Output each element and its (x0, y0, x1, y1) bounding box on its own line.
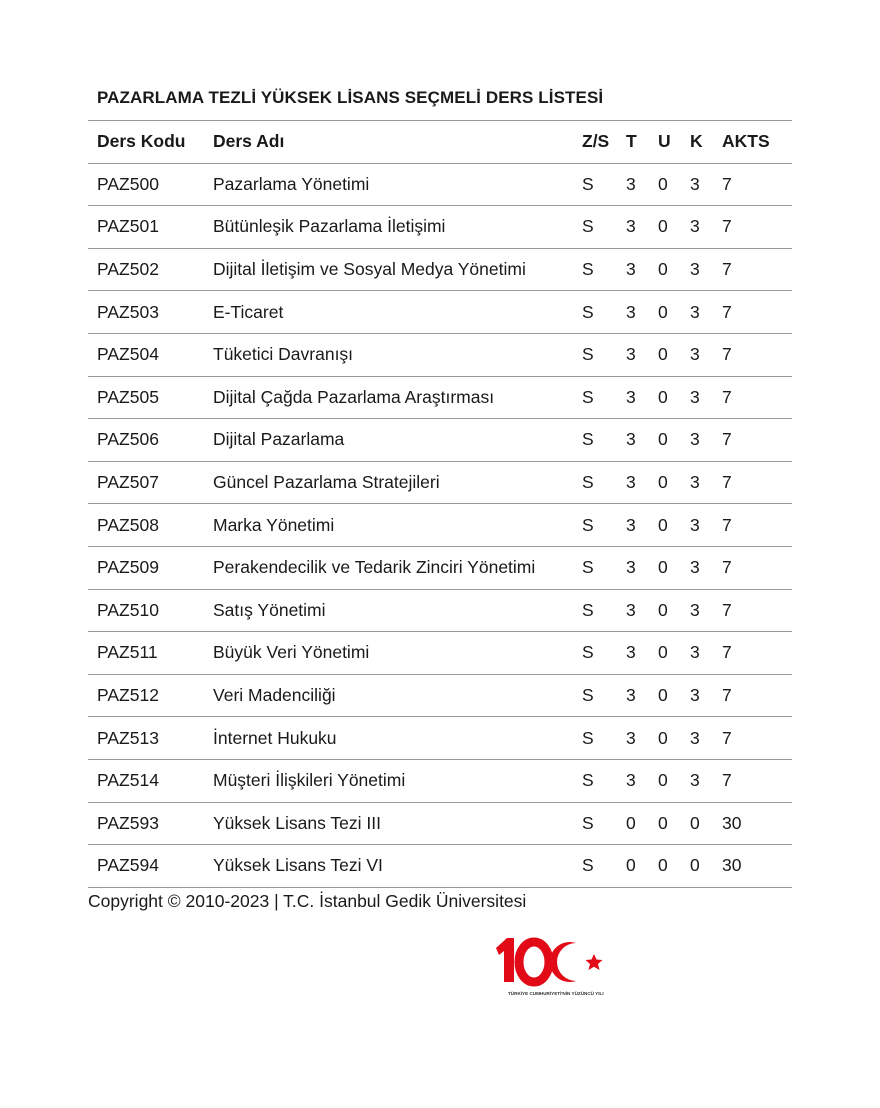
table-row (88, 632, 792, 675)
course-code-cell: PAZ505 (88, 376, 204, 419)
header-code: Ders Kodu (88, 121, 204, 164)
practice-hours-cell: 0 (658, 759, 690, 802)
course-name-cell: Tüketici Davranışı (204, 333, 582, 376)
course-name-cell: Dijital Pazarlama (204, 419, 582, 462)
course-type-cell: S (582, 461, 626, 504)
credit-cell: 3 (690, 759, 722, 802)
theory-hours-cell: 0 (626, 802, 658, 845)
centennial-logo (490, 934, 614, 1000)
akts-cell: 7 (722, 419, 792, 462)
akts-cell: 7 (722, 759, 792, 802)
republic-100th-anniversary-logo-icon (490, 934, 614, 1000)
table-row (88, 248, 792, 291)
course-code-cell: PAZ501 (88, 206, 204, 249)
credit-cell: 3 (690, 206, 722, 249)
practice-hours-cell: 0 (658, 291, 690, 334)
theory-hours-cell: 3 (626, 674, 658, 717)
practice-hours-cell: 0 (658, 248, 690, 291)
table-header (88, 121, 792, 164)
course-type-cell: S (582, 845, 626, 888)
course-code-cell: PAZ504 (88, 333, 204, 376)
course-code-cell: PAZ507 (88, 461, 204, 504)
course-type-cell: S (582, 419, 626, 462)
header-k: K (690, 121, 722, 164)
theory-hours-cell: 0 (626, 845, 658, 888)
credit-cell: 3 (690, 376, 722, 419)
course-type-cell: S (582, 759, 626, 802)
copyright-text: Copyright © 2010-2023 | T.C. İstanbul Gedik Üniversitesi (88, 891, 527, 911)
course-type-cell: S (582, 546, 626, 589)
theory-hours-cell: 3 (626, 759, 658, 802)
course-name-cell: E-Ticaret (204, 291, 582, 334)
header-akts: AKTS (722, 121, 792, 164)
header-row (88, 121, 792, 164)
credit-cell: 3 (690, 717, 722, 760)
table-row (88, 504, 792, 547)
course-type-cell: S (582, 504, 626, 547)
credit-cell: 3 (690, 163, 722, 206)
table-row (88, 802, 792, 845)
table-row (88, 163, 792, 206)
table-row (88, 546, 792, 589)
course-type-cell: S (582, 589, 626, 632)
credit-cell: 3 (690, 632, 722, 675)
credit-cell: 3 (690, 419, 722, 462)
table-body (88, 163, 792, 887)
theory-hours-cell: 3 (626, 206, 658, 249)
akts-cell: 7 (722, 163, 792, 206)
course-name-cell: Müşteri İlişkileri Yönetimi (204, 759, 582, 802)
course-name-cell: Dijital Çağda Pazarlama Araştırması (204, 376, 582, 419)
table-row (88, 419, 792, 462)
table-row (88, 461, 792, 504)
course-code-cell: PAZ503 (88, 291, 204, 334)
akts-cell: 7 (722, 717, 792, 760)
table-row (88, 717, 792, 760)
course-name-cell: Dijital İletişim ve Sosyal Medya Yönetimi (204, 248, 582, 291)
course-code-cell: PAZ509 (88, 546, 204, 589)
theory-hours-cell: 3 (626, 163, 658, 206)
course-code-cell: PAZ511 (88, 632, 204, 675)
table-row (88, 376, 792, 419)
table-row (88, 206, 792, 249)
akts-cell: 30 (722, 802, 792, 845)
course-type-cell: S (582, 291, 626, 334)
course-type-cell: S (582, 674, 626, 717)
course-code-cell: PAZ593 (88, 802, 204, 845)
table-row (88, 589, 792, 632)
course-type-cell: S (582, 206, 626, 249)
course-name-cell: Marka Yönetimi (204, 504, 582, 547)
akts-cell: 7 (722, 504, 792, 547)
practice-hours-cell: 0 (658, 546, 690, 589)
table-row (88, 674, 792, 717)
course-name-cell: Güncel Pazarlama Stratejileri (204, 461, 582, 504)
svg-text:TÜRKİYE CUMHURİYETİ'NİN YÜZÜNC: TÜRKİYE CUMHURİYETİ'NİN YÜZÜNCÜ YILI (508, 991, 604, 996)
theory-hours-cell: 3 (626, 589, 658, 632)
course-name-cell: Bütünleşik Pazarlama İletişimi (204, 206, 582, 249)
header-t: T (626, 121, 658, 164)
course-code-cell: PAZ514 (88, 759, 204, 802)
theory-hours-cell: 3 (626, 461, 658, 504)
akts-cell: 7 (722, 206, 792, 249)
course-type-cell: S (582, 248, 626, 291)
credit-cell: 3 (690, 589, 722, 632)
course-code-cell: PAZ594 (88, 845, 204, 888)
page-title: PAZARLAMA TEZLİ YÜKSEK LİSANS SEÇMELİ DERS LİSTESİ (97, 88, 604, 107)
practice-hours-cell: 0 (658, 674, 690, 717)
course-name-cell: Yüksek Lisans Tezi VI (204, 845, 582, 888)
header-u: U (658, 121, 690, 164)
theory-hours-cell: 3 (626, 333, 658, 376)
table-row (88, 333, 792, 376)
credit-cell: 0 (690, 845, 722, 888)
credit-cell: 3 (690, 291, 722, 334)
practice-hours-cell: 0 (658, 461, 690, 504)
practice-hours-cell: 0 (658, 802, 690, 845)
course-code-cell: PAZ500 (88, 163, 204, 206)
akts-cell: 7 (722, 589, 792, 632)
course-name-cell: Büyük Veri Yönetimi (204, 632, 582, 675)
akts-cell: 7 (722, 333, 792, 376)
practice-hours-cell: 0 (658, 589, 690, 632)
practice-hours-cell: 0 (658, 206, 690, 249)
practice-hours-cell: 0 (658, 504, 690, 547)
credit-cell: 3 (690, 248, 722, 291)
akts-cell: 7 (722, 674, 792, 717)
practice-hours-cell: 0 (658, 419, 690, 462)
practice-hours-cell: 0 (658, 333, 690, 376)
theory-hours-cell: 3 (626, 291, 658, 334)
theory-hours-cell: 3 (626, 376, 658, 419)
course-type-cell: S (582, 632, 626, 675)
akts-cell: 7 (722, 632, 792, 675)
course-name-cell: Perakendecilik ve Tedarik Zinciri Yönetimi (204, 546, 582, 589)
course-name-cell: Yüksek Lisans Tezi III (204, 802, 582, 845)
course-name-cell: Veri Madenciliği (204, 674, 582, 717)
course-code-cell: PAZ506 (88, 419, 204, 462)
course-code-cell: PAZ512 (88, 674, 204, 717)
course-table-container (88, 120, 792, 888)
akts-cell: 7 (722, 376, 792, 419)
akts-cell: 7 (722, 546, 792, 589)
practice-hours-cell: 0 (658, 376, 690, 419)
course-name-cell: Satış Yönetimi (204, 589, 582, 632)
theory-hours-cell: 3 (626, 504, 658, 547)
practice-hours-cell: 0 (658, 845, 690, 888)
course-code-cell: PAZ510 (88, 589, 204, 632)
credit-cell: 0 (690, 802, 722, 845)
header-name: Ders Adı (204, 121, 582, 164)
credit-cell: 3 (690, 504, 722, 547)
practice-hours-cell: 0 (658, 632, 690, 675)
credit-cell: 3 (690, 333, 722, 376)
course-type-cell: S (582, 163, 626, 206)
course-code-cell: PAZ513 (88, 717, 204, 760)
akts-cell: 7 (722, 291, 792, 334)
course-type-cell: S (582, 717, 626, 760)
practice-hours-cell: 0 (658, 163, 690, 206)
theory-hours-cell: 3 (626, 632, 658, 675)
table-row (88, 759, 792, 802)
course-code-cell: PAZ502 (88, 248, 204, 291)
credit-cell: 3 (690, 546, 722, 589)
credit-cell: 3 (690, 461, 722, 504)
course-name-cell: İnternet Hukuku (204, 717, 582, 760)
akts-cell: 30 (722, 845, 792, 888)
table-row (88, 845, 792, 888)
table-row (88, 291, 792, 334)
course-type-cell: S (582, 333, 626, 376)
practice-hours-cell: 0 (658, 717, 690, 760)
course-code-cell: PAZ508 (88, 504, 204, 547)
theory-hours-cell: 3 (626, 419, 658, 462)
course-type-cell: S (582, 376, 626, 419)
course-table (88, 120, 792, 888)
course-type-cell: S (582, 802, 626, 845)
theory-hours-cell: 3 (626, 717, 658, 760)
credit-cell: 3 (690, 674, 722, 717)
course-name-cell: Pazarlama Yönetimi (204, 163, 582, 206)
theory-hours-cell: 3 (626, 248, 658, 291)
akts-cell: 7 (722, 461, 792, 504)
header-zs: Z/S (582, 121, 626, 164)
theory-hours-cell: 3 (626, 546, 658, 589)
akts-cell: 7 (722, 248, 792, 291)
